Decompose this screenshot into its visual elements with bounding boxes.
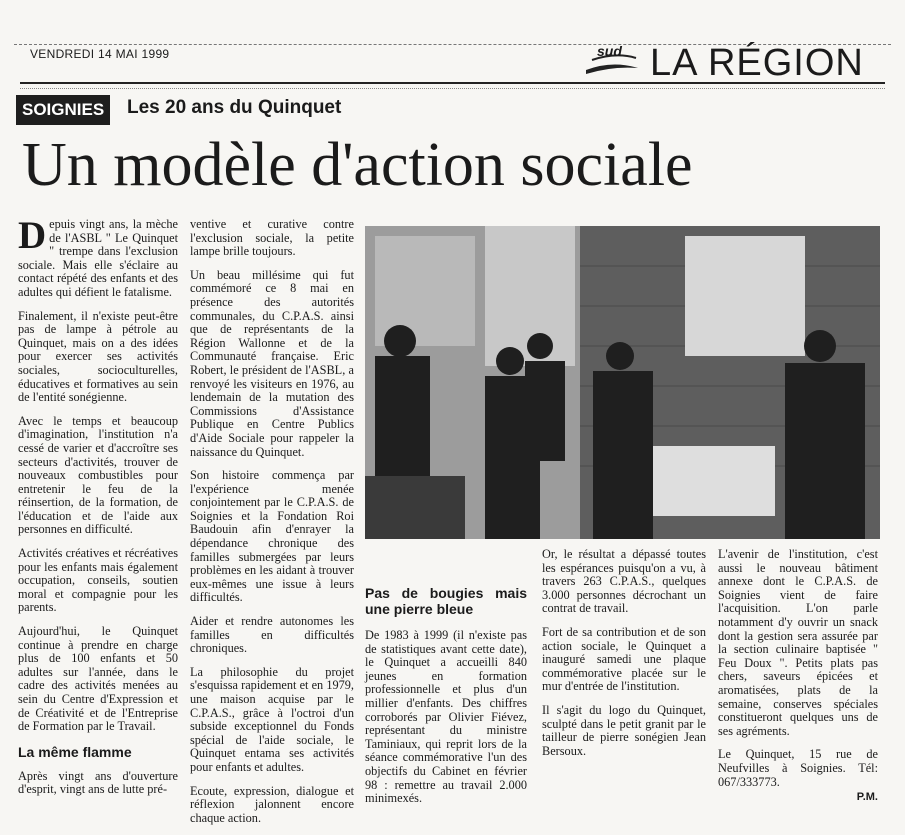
paragraph: Son histoire commença par l'expérience menée conjointement par le C.P.A.S. de Soignies et la Fondation Roi Baudouin afin d'enrayer la dépendance chronique des familles submergées par leurs problèmes en les aidant à trouver eux-mêmes une issue à leurs difficultés. [190, 468, 354, 605]
paragraph: Activités créatives et récréatives pour les enfants mais également occupation, conseils, soutien moral et compagnie pour les parents. [18, 546, 178, 615]
paragraph: ventive et curative contre l'exclusion sociale, la petite lampe brille toujours. [190, 217, 354, 259]
kicker-subtitle: Les 20 ans du Quinquet [127, 97, 342, 118]
article-headline: Un modèle d'action sociale [22, 131, 693, 199]
logo-text: sud [597, 43, 622, 59]
paragraph-text: epuis vingt ans, la mèche de l'ASBL " Le Quinquet " trempe dans l'exclusion sociale. Mais elle s'éclaire au contact répété des enfants et des adultes qui défient le fatalisme. [18, 217, 178, 299]
paragraph: Il s'agit du logo du Quinquet, sculpté dans le petit granit par le tailleur de pierre sonégien Jean Bersoux. [542, 702, 706, 758]
article-column-4 [542, 548, 706, 768]
paragraph: La philosophie du projet s'esquissa rapidement et en 1979, une maison acquise par le C.P.A.S., grâce à l'octroi d'un subside exceptionnel du Fonds spécial de l'aide sociale, le Quinquet entama ses activités pour enfants et adultes. [190, 664, 354, 774]
subheading: La même flamme [18, 743, 132, 760]
paragraph: Finalement, il n'existe peut-être pas de lampe à pétrole au Quinquet, mais on a des idées pour exercer ses activités sociales, socioculturelles, éducatives et formatives au sein de l'entité sonégienne. [18, 308, 178, 405]
contact-info: Le Quinquet, 15 rue de Neufvilles à Soignies. Tél: 067/333773. [718, 747, 878, 789]
article-column-3 [365, 585, 527, 816]
kicker-label: SOIGNIES [16, 95, 110, 125]
photo-ceremony-image [365, 226, 880, 539]
paragraph: Ecoute, expression, dialogue et réflexion jalonnent encore chaque action. [190, 783, 354, 825]
paragraph: Aider et rendre autonomes les familles en difficultés chroniques. [190, 614, 354, 656]
paragraph: Avec le temps et beaucoup d'imagination, l'institution n'a cessé de varier et d'accroître ses secteurs d'activités, trouver de nouveaux combustibles pour entretenir le feu de la réinsertion, de la formation, de l'éducation et de l'aide aux personnes en difficulté. [18, 413, 178, 537]
paragraph: Après vingt ans d'ouverture d'esprit, vingt ans de lutte pré- [18, 768, 178, 797]
paragraph: Aujourd'hui, le Quinquet continue à prendre en charge plus de 100 enfants et 50 adultes sur l'année, dans le cadre des activités menées au sein du Centre d'Expression et de Créativité et de l'Entreprise de Formation par le Travail. [18, 624, 178, 734]
paragraph: Or, le résultat a dépassé toutes les espérances puisqu'on a vu, à travers 263 C.P.A.S., quelques 3.000 personnes décrochant un contrat de travail. [542, 547, 706, 616]
article-photo [365, 226, 880, 539]
paragraph: De 1983 à 1999 (il n'existe pas de statistiques avant cette date), le Quinquet a accueilli 840 jeunes en formation professionnelle et plus d'un millier d'enfants. Des chiffres corroborés par Olivier Fiévez, représentant du ministre Taminiaux, qui reprit lors de la séance commémorative l'un des objectifs du Cabinet en février 98 : remettre au travail 2.000 minimexés. [365, 628, 527, 806]
drop-cap: D [18, 214, 47, 257]
section-title: LA RÉGION [650, 42, 864, 84]
paragraph: L'avenir de l'institution, c'est aussi le nouveau bâtiment annexe dont le C.P.A.S. de Soignies vient de faire l'acquisition. L'on parle notamment d'y ouvrir un snack dont la gestion sera assurée par la section culinaire baptisée " Feu Doux ". Petits plats pas chers, saveurs épicées et aromatisées, plats de la semaine, conserves spéciales constitueront quelques uns de ses agréments. [718, 547, 878, 738]
paragraph [18, 214, 178, 300]
paragraph: Un beau millésime qui fut commémoré ce 8 mai en présence des autorités communales, du C.P.A.S. ainsi que de représentants de la Région Wallonne et de la Communauté française. Eric Robert, le président de l'ASBL, a renvoyé les visiteurs en 1976, au lendemain de la mutation des Commissions d'Assistance Publique en Centre Publics d'Aide Sociale pour rappeler la naissance du Quinquet. [190, 267, 354, 459]
header-rule [20, 82, 885, 84]
paragraph: Fort de sa contribution et de son action sociale, le Quinquet a inauguré samedi une plaque commémorative placée sur le mur d'entrée de l'institution. [542, 624, 706, 694]
header-rule-dotted [20, 88, 885, 89]
issue-date: VENDREDI 14 MAI 1999 [30, 47, 170, 61]
article-column-2 [190, 218, 354, 835]
subheading: Pas de bougies mais une pierre bleue [365, 585, 527, 617]
newspaper-logo [582, 40, 642, 78]
author-signature: P.M. [856, 791, 878, 804]
article-column-5 [718, 548, 878, 805]
article-column-1 [18, 214, 178, 807]
